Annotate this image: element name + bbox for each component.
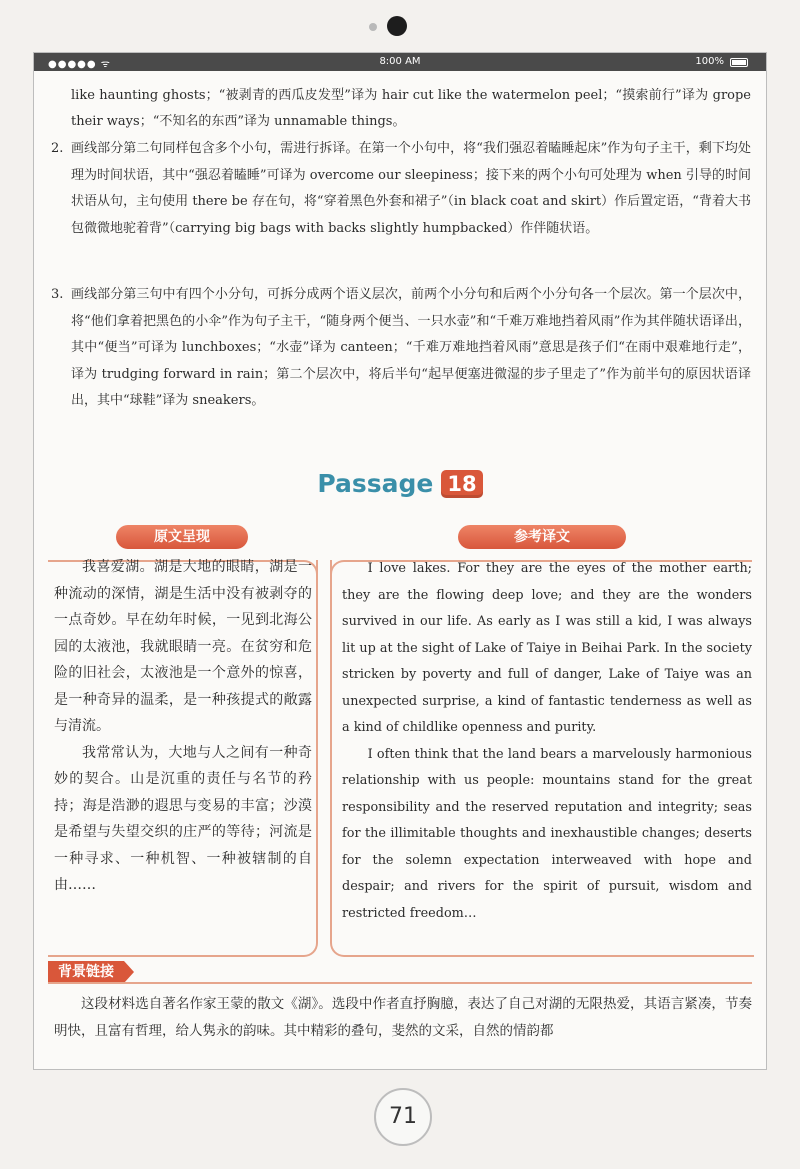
original-heading: 原文呈现: [116, 525, 248, 549]
camera-lens-icon: [387, 16, 407, 36]
note-2-number: 2.: [51, 141, 64, 156]
original-text: [54, 554, 312, 899]
translation-text: [342, 556, 752, 927]
page-number: 71: [374, 1088, 432, 1146]
camera-sensor-icon: [369, 23, 377, 31]
background-paragraph: 这段材料选自著名作家王蒙的散文《湖》。选段中作者直抒胸臆，表达了自己对湖的无限热爱，其语言紧凑，节奏明快，且富有哲理，给人隽永的韵味。其中精彩的叠句，斐然的文采，自然的情韵都: [54, 996, 752, 1039]
background-heading: 背景链接: [48, 961, 124, 983]
translation-paragraph-2: I often think that the land bears a marvelously harmonious relationship with us people: mountains stand for the great responsibility and the reserved reputation and integrity; seas for the illimitable thoughts and inexhaustible changes; deserts for the solemn expectation interweaved with hope and despair; and rivers for the spirit of pursuit, wisdom and restricted freedom…: [342, 746, 752, 921]
passage-title: [34, 469, 766, 498]
background-text: [54, 991, 752, 1045]
battery-percent: 100%: [695, 56, 724, 67]
signal-icon: ●●●●● ᯤ: [48, 59, 111, 70]
translation-paragraph-1: I love lakes. For they are the eyes of the mother earth; they are the flowing deep love; and they are the wonders survived in our life. As early as I was still a kid, I was always lit up at the sight of Lake of Taiye in Beihai Park. In the society stricken by poverty and full of danger, Lake of Taiye was an unexpected surprise, a kind of fantastic tenderness as well as a kind of childlike openness and purity.: [342, 561, 752, 735]
original-paragraph-1: 我喜爱湖。湖是大地的眼睛，湖是一种流动的深情，湖是生活中没有被剥夺的一点奇妙。早在幼年时候，一见到北海公园的太液池，我就眼睛一亮。在贫穷和危险的旧社会，太液池是一个意外的惊喜，是一种奇异的温柔，是一种孩提式的敞露与清流。: [54, 559, 312, 734]
tablet-screen: [33, 52, 767, 1070]
note-2: [51, 136, 751, 242]
battery-icon: [730, 58, 748, 67]
note-2-text: 画线部分第二句同样包含多个小句，需进行拆译。在第一个小句中，将“我们强忍着瞌睡起床”作为句子主干，剩下均处理为时间状语，其中“强忍着瞌睡”可译为 overcome our sleepiness；接下来的两个小句可处理为 when 引导的时间状语从句，主句使用 there be 存在句，将“穿着黑色外套和裙子”（in black coat and skirt）作后置定语，“背着大书包微微地驼着背”（carrying big bags with backs slightly humpbacked）作伴随状语。: [71, 141, 751, 236]
original-paragraph-2: 我常常认为，大地与人之间有一种奇妙的契合。山是沉重的责任与名节的矜持；海是浩渺的遐思与变易的丰富；沙漠是希望与失望交织的庄严的等待；河流是一种寻求、一种机智、一种被辖制的自由……: [54, 744, 312, 893]
note-1-continued: like haunting ghosts；“被剥青的西瓜皮发型”译为 hair cut like the watermelon peel；“摸索前行”译为 grope their ways；“不知名的东西”译为 unnamable things。: [71, 88, 751, 129]
note-3: [51, 282, 751, 415]
note-3-text: 画线部分第三句中有四个小分句，可拆分成两个语义层次，前两个小分句和后两个小分句各一个层次。第一个层次中，将“他们拿着把黑色的小伞”作为句子主干，“随身两个便当、一只水壶”和“千难万难地挡着风雨”作为其伴随状语译出，其中“便当”可译为 lunchboxes；“水壶”译为 canteen；“千难万难地挡着风雨”意思是孩子们“在雨中艰难地行走”，译为 trudging forward in rain；第二个层次中，将后半句“起早便塞进微湿的步子里走了”作为前半句的原因状语译出，其中“球鞋”译为 sneakers。: [71, 287, 751, 408]
status-bar: [34, 53, 766, 71]
translation-heading: 参考译文: [458, 525, 626, 549]
background-divider: [48, 982, 752, 984]
status-time: 8:00 AM: [379, 56, 421, 67]
note-3-number: 3.: [51, 287, 64, 302]
passage-number-badge: 18: [441, 470, 482, 498]
passage-label: Passage: [317, 469, 434, 498]
